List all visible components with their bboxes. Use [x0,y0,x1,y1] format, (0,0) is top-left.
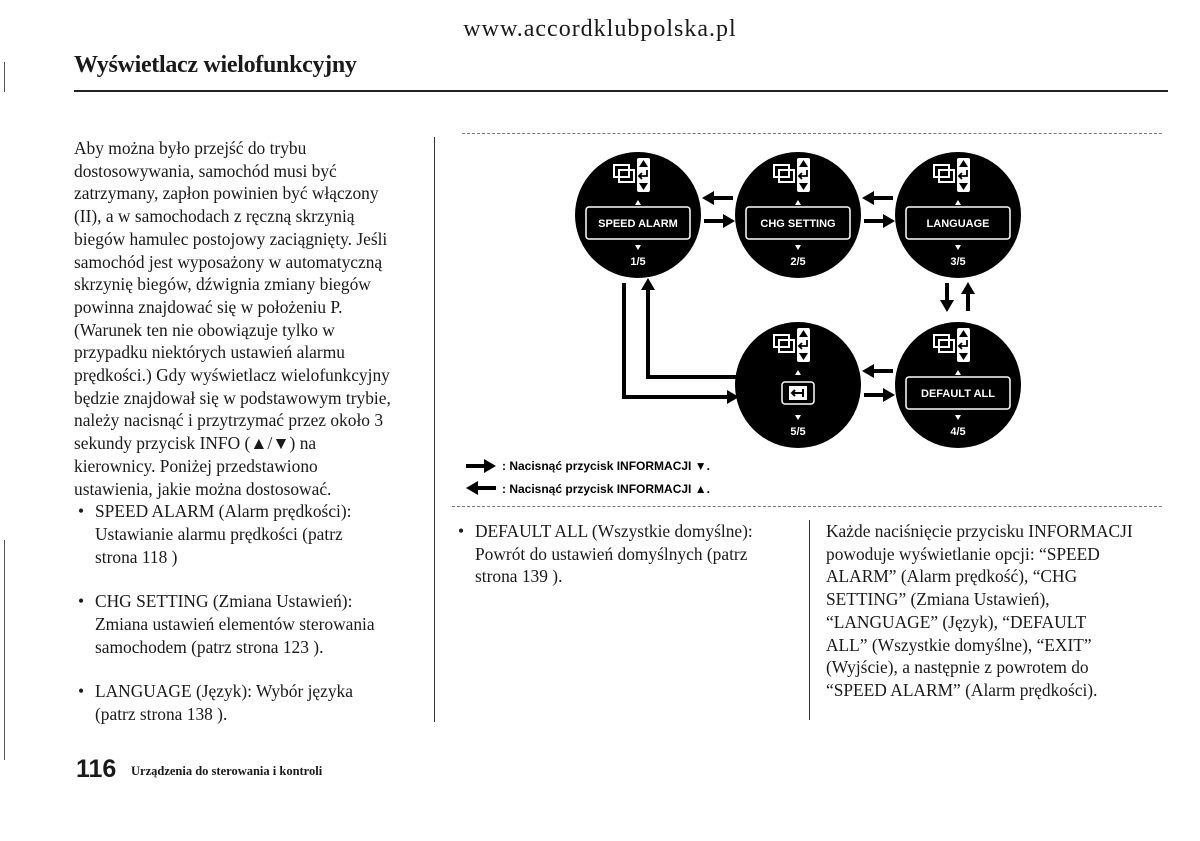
intro-line: biegów hamulec postojowy zaciągnięty. Jeśli [74,228,388,249]
bullet-language [74,680,420,725]
arrows-4-5 [862,364,895,402]
intro-line: sekundy przycisk INFO (▲/▼) na [74,433,317,454]
bullet-line: strona 139 ). [475,566,563,587]
column-divider [809,520,810,720]
paragraph-line: ALL” (Wszystkie domyślne), “EXIT” [826,634,1092,655]
intro-line: ustawienia, jakie można dostosować. [74,478,332,499]
arrows-3-4 [940,282,975,312]
screen-page: 4/5 [950,426,966,438]
bullet-dot: • [78,591,85,612]
arrows-1-2 [702,191,735,228]
page-title: Wyświetlacz wielofunkcyjny [74,52,357,78]
bullet-line: CHG SETTING (Zmiana Ustawień): [95,591,353,612]
intro-line: zatrzymany, zapłon powinien być włączony [74,183,379,204]
paragraph-line: “LANGUAGE” (Język), “DEFAULT [826,611,1087,632]
arrows-2-3 [862,191,895,228]
dashed-rule [452,506,1162,507]
paragraph-line: Każde naciśnięcie przycisku INFORMACJI [826,521,1133,541]
screen-page: 2/5 [790,256,806,268]
screen-page: 5/5 [790,426,806,438]
screen-speed-alarm [575,152,701,278]
screen-exit [735,322,861,448]
intro-line: kierownicy. Poniżej przedstawiono [74,455,318,476]
legend-down [466,459,710,473]
middle-column [454,520,804,588]
title-rule [74,90,1168,92]
paragraph-line: powoduje wyświetlanie opcji: “SPEED [826,543,1100,564]
site-url: www.accordklubpolska.pl [463,16,737,42]
intro-line: (II), a w samochodach z ręczną skrzynią [74,206,355,227]
bullet-line: Zmiana ustawień elementów sterowania [95,614,375,635]
page-number: 116 [76,755,117,783]
bullet-line: (patrz strona 138 ). [95,704,228,725]
screen-chg-setting [735,152,861,278]
intro-line: będzie znajdował się w podstawowym trybie, [74,387,391,408]
margin-mark [4,540,5,760]
legend-up [466,481,710,496]
screen-page: 1/5 [630,256,646,268]
column-divider [434,137,435,722]
left-column [74,137,420,726]
display-diagram [450,135,1170,505]
bullet-speed-alarm [74,500,420,568]
paragraph-line: (Wyjście), a następnie z powrotem do [826,657,1089,678]
intro-line: skrzynię biegów, dźwignia zmiany biegów [74,274,371,295]
bullet-line: DEFAULT ALL (Wszystkie domyślne): [475,521,753,541]
bullet-line: SPEED ALARM (Alarm prędkości): [95,501,352,522]
intro-line: Aby można było przejść do trybu [74,138,307,158]
bullet-line: Powrót do ustawień domyślnych (patrz [475,543,748,564]
dashed-rule [462,133,1162,134]
intro-line: prędkości.) Gdy wyświetlacz wielofunkcyjny [74,365,390,386]
bullet-default-all [454,520,804,588]
intro-line: przypadku niektórych ustawień alarmu [74,342,345,363]
screen-label: DEFAULT ALL [921,388,995,400]
intro-line: samochód jest wyposażony w automatyczną [74,251,383,272]
intro-line: (Warunek ten nie obowiązuje tylko w [74,319,335,340]
intro-line: powinna znajdować się w położeniu P. [74,296,343,317]
bullet-line: Ustawianie alarmu prędkości (patrz [95,523,343,544]
intro-line: należy nacisnąć i przytrzymać przez około 3 [74,410,384,431]
section-footer: Urządzenia do sterowania i kontroli [131,764,323,778]
bullet-dot: • [78,681,85,702]
arrows-5-1 [624,278,739,404]
legend-up-label: : Nacisnąć przycisk INFORMACJI ▲. [502,482,710,496]
screen-default-all [895,322,1021,448]
margin-mark [4,62,5,92]
legend-down-label: : Nacisnąć przycisk INFORMACJI ▼. [502,459,710,473]
bullet-dot: • [78,501,85,522]
screen-label: CHG SETTING [760,218,836,230]
bullet-chg-setting [74,590,420,658]
screen-label: LANGUAGE [926,218,990,230]
screen-label: SPEED ALARM [598,218,678,230]
bullet-line: LANGUAGE (Język): Wybór języka [95,681,353,702]
bullet-dot: • [458,521,465,541]
paragraph-line: SETTING” (Zmiana Ustawień), [826,589,1050,610]
paragraph-line: “SPEED ALARM” (Alarm prędkości). [826,679,1098,700]
screen-language [895,152,1021,278]
bullet-line: strona 118 ) [95,546,178,567]
right-column [826,520,1170,702]
intro-line: dostosowywania, samochód musi być [74,160,337,181]
bullet-line: samochodem (patrz strona 123 ). [95,636,324,657]
screen-page: 3/5 [950,256,966,268]
paragraph-line: ALARM” (Alarm prędkość), “CHG [826,566,1078,587]
